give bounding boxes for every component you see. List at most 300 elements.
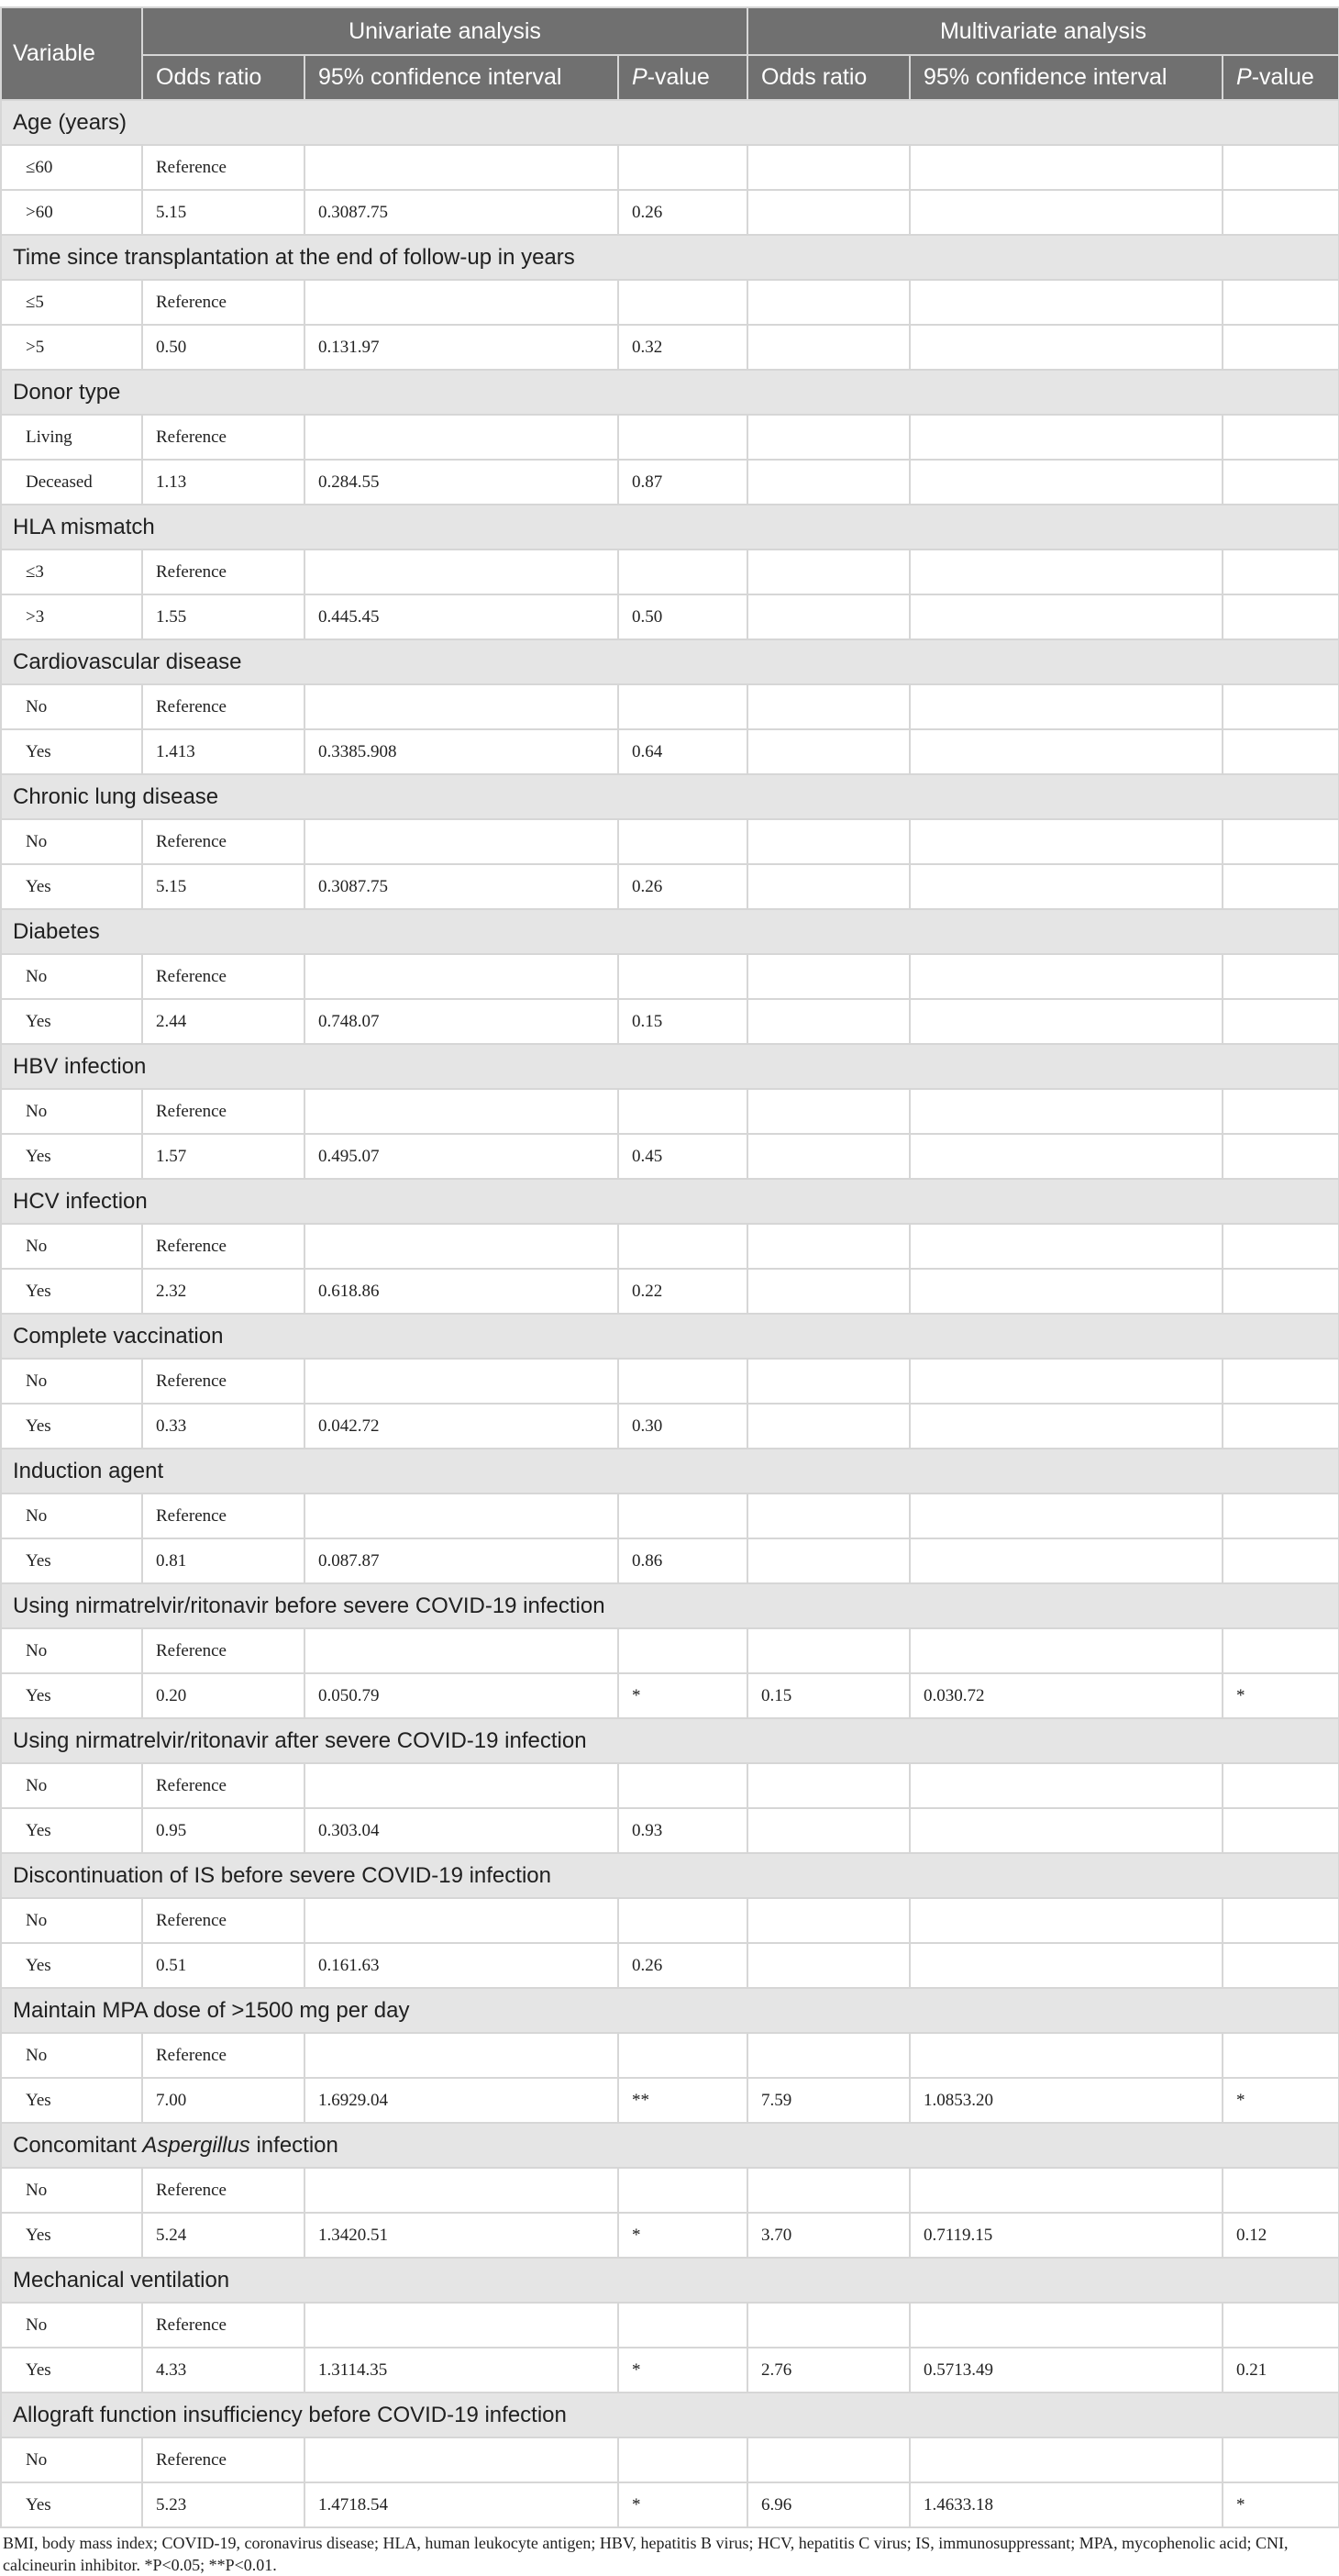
uni-ci-cell <box>304 1359 618 1404</box>
level-cell: ≤5 <box>1 280 142 325</box>
uni-ci-cell: 0.161.63 <box>304 1943 618 1988</box>
uni-ci-cell <box>304 684 618 729</box>
multi-odds-ratio-cell <box>747 1898 910 1943</box>
multi-ci-cell <box>910 190 1223 235</box>
multi-p-value-cell <box>1223 1269 1339 1314</box>
uni-ci-cell: 0.445.45 <box>304 594 618 639</box>
level-cell: >3 <box>1 594 142 639</box>
multi-ci-cell <box>910 280 1223 325</box>
multi-odds-ratio-cell <box>747 280 910 325</box>
multi-p-value-cell <box>1223 864 1339 909</box>
multi-ci-header: 95% confidence interval <box>910 55 1223 100</box>
uni-p-value-cell <box>618 1359 747 1404</box>
level-cell: Yes <box>1 2213 142 2258</box>
variable-section-row <box>1 1583 1339 1628</box>
uni-odds-ratio-cell: 5.15 <box>142 864 304 909</box>
level-cell: Yes <box>1 2348 142 2393</box>
uni-p-value-cell <box>618 2437 747 2482</box>
uni-odds-ratio-cell: Reference <box>142 1628 304 1673</box>
level-cell: No <box>1 1224 142 1269</box>
table-row <box>1 460 1339 505</box>
uni-odds-ratio-cell: Reference <box>142 1089 304 1134</box>
uni-odds-ratio-cell: Reference <box>142 2303 304 2348</box>
table-row <box>1 325 1339 370</box>
multi-odds-ratio-cell <box>747 2033 910 2078</box>
table-row <box>1 550 1339 594</box>
table-row <box>1 415 1339 460</box>
variable-section-row <box>1 100 1339 145</box>
uni-p-value-cell: 0.15 <box>618 999 747 1044</box>
p-suffix: -value <box>647 64 710 90</box>
level-cell: No <box>1 684 142 729</box>
multi-ci-cell <box>910 819 1223 864</box>
table-row <box>1 1089 1339 1134</box>
level-cell: Yes <box>1 1269 142 1314</box>
variable-label-text: Cardiovascular disease <box>13 649 242 674</box>
multi-ci-cell <box>910 1628 1223 1673</box>
level-cell: Yes <box>1 1808 142 1853</box>
multi-odds-ratio-cell <box>747 145 910 190</box>
multi-p-value-cell <box>1223 1898 1339 1943</box>
variable-section-row <box>1 1718 1339 1763</box>
uni-ci-cell: 0.284.55 <box>304 460 618 505</box>
multi-p-value-cell <box>1223 550 1339 594</box>
multivariate-header: Multivariate analysis <box>747 7 1339 55</box>
variable-label-text: Maintain MPA dose of >1500 mg per day <box>13 1997 410 2023</box>
uni-p-value-cell: * <box>618 1673 747 1718</box>
multi-p-value-cell <box>1223 1538 1339 1583</box>
table-row <box>1 2213 1339 2258</box>
uni-ci-cell <box>304 550 618 594</box>
table-row <box>1 1269 1339 1314</box>
multi-odds-ratio-cell <box>747 550 910 594</box>
multi-odds-ratio-cell <box>747 999 910 1044</box>
uni-ci-cell: 1.4718.54 <box>304 2482 618 2527</box>
variable-label <box>1 1583 1339 1628</box>
multi-odds-ratio-cell <box>747 864 910 909</box>
multi-ci-cell: 0.030.72 <box>910 1673 1223 1718</box>
multi-ci-cell <box>910 1359 1223 1404</box>
uni-odds-ratio-cell: Reference <box>142 2033 304 2078</box>
level-cell: Yes <box>1 1538 142 1583</box>
uni-p-value-cell <box>618 280 747 325</box>
multi-p-value-cell: 0.21 <box>1223 2348 1339 2393</box>
p-letter: P <box>1236 64 1252 90</box>
multi-odds-ratio-cell <box>747 1493 910 1538</box>
multi-p-value-cell <box>1223 460 1339 505</box>
uni-ci-cell: 0.748.07 <box>304 999 618 1044</box>
uni-p-value-cell: 0.26 <box>618 864 747 909</box>
uni-odds-ratio-cell: 5.15 <box>142 190 304 235</box>
variable-section-row <box>1 1449 1339 1493</box>
uni-ci-cell <box>304 1493 618 1538</box>
multi-p-value-cell <box>1223 145 1339 190</box>
variable-label <box>1 235 1339 280</box>
table-row <box>1 1943 1339 1988</box>
multi-odds-ratio-cell <box>747 1404 910 1449</box>
multi-ci-cell <box>910 2033 1223 2078</box>
variable-section-row <box>1 2258 1339 2303</box>
multi-p-value-cell <box>1223 2168 1339 2213</box>
multi-p-value-cell <box>1223 325 1339 370</box>
variable-label-text: Using nirmatrelvir/ritonavir after severe COVID-19 infection <box>13 1727 587 1753</box>
table-row <box>1 2437 1339 2482</box>
multi-ci-cell <box>910 415 1223 460</box>
variable-label-text: Age (years) <box>13 109 127 135</box>
variable-label-text: HCV infection <box>13 1188 148 1214</box>
variable-label <box>1 1044 1339 1089</box>
multi-p-value-cell <box>1223 1224 1339 1269</box>
level-cell: ≤3 <box>1 550 142 594</box>
multi-odds-ratio-cell: 2.76 <box>747 2348 910 2393</box>
variable-label-text: Time since transplantation at the end of follow-up in years <box>13 244 575 270</box>
uni-odds-ratio-cell: Reference <box>142 145 304 190</box>
level-cell: Yes <box>1 2482 142 2527</box>
variable-label-text: HBV infection <box>13 1053 147 1079</box>
variable-label <box>1 1314 1339 1359</box>
variable-section-row <box>1 235 1339 280</box>
multi-ci-cell <box>910 145 1223 190</box>
variable-label <box>1 1449 1339 1493</box>
uni-p-value-cell: 0.26 <box>618 1943 747 1988</box>
multi-p-value-cell <box>1223 2033 1339 2078</box>
level-cell: No <box>1 1493 142 1538</box>
variable-label <box>1 1988 1339 2033</box>
multi-ci-cell <box>910 1224 1223 1269</box>
table-header <box>1 7 1339 100</box>
multi-ci-cell <box>910 2168 1223 2213</box>
table-row <box>1 1134 1339 1179</box>
level-cell: ≤60 <box>1 145 142 190</box>
uni-p-value-header <box>618 55 747 100</box>
table-row <box>1 1628 1339 1673</box>
multi-p-value-cell <box>1223 1808 1339 1853</box>
level-cell: Deceased <box>1 460 142 505</box>
uni-p-value-cell <box>618 1763 747 1808</box>
uni-ci-cell <box>304 2033 618 2078</box>
uni-p-value-cell: * <box>618 2348 747 2393</box>
multi-p-value-cell <box>1223 1763 1339 1808</box>
footnote-line: BMI, body mass index; COVID-19, coronavirus disease; HLA, human leukocyte antigen; HBV, hepatitis B virus; HCV, hepatitis C virus; IS, immunosuppressant; MPA, mycophenolic acid; CNI, <box>3 2534 1289 2552</box>
uni-p-value-cell <box>618 415 747 460</box>
multi-p-value-cell: * <box>1223 2482 1339 2527</box>
uni-p-value-cell <box>618 819 747 864</box>
variable-section-row <box>1 909 1339 954</box>
multi-p-value-cell <box>1223 1134 1339 1179</box>
uni-p-value-cell: * <box>618 2482 747 2527</box>
uni-ci-cell: 0.131.97 <box>304 325 618 370</box>
variable-label <box>1 639 1339 684</box>
uni-odds-ratio-cell: Reference <box>142 1898 304 1943</box>
uni-p-value-cell: 0.32 <box>618 325 747 370</box>
uni-ci-cell: 0.618.86 <box>304 1269 618 1314</box>
uni-ci-cell <box>304 1224 618 1269</box>
multi-odds-ratio-cell: 0.15 <box>747 1673 910 1718</box>
variable-label-text: Discontinuation of IS before severe COVID-19 infection <box>13 1862 551 1888</box>
univariate-header: Univariate analysis <box>142 7 747 55</box>
multi-ci-cell <box>910 594 1223 639</box>
variable-section-row <box>1 1314 1339 1359</box>
uni-odds-ratio-cell: Reference <box>142 1224 304 1269</box>
multi-odds-ratio-cell: 6.96 <box>747 2482 910 2527</box>
uni-ci-cell <box>304 1898 618 1943</box>
uni-odds-ratio-cell: Reference <box>142 954 304 999</box>
variable-section-row <box>1 1179 1339 1224</box>
uni-ci-cell: 0.3087.75 <box>304 190 618 235</box>
variable-label-text: Diabetes <box>13 918 100 944</box>
level-cell: No <box>1 1089 142 1134</box>
variable-column-header: Variable <box>1 7 142 100</box>
multi-ci-cell <box>910 1269 1223 1314</box>
uni-p-value-cell: 0.86 <box>618 1538 747 1583</box>
multi-ci-cell <box>910 1808 1223 1853</box>
table-row <box>1 2078 1339 2123</box>
multi-odds-ratio-cell <box>747 1628 910 1673</box>
variable-label <box>1 774 1339 819</box>
multi-p-value-cell <box>1223 1493 1339 1538</box>
level-cell: No <box>1 1898 142 1943</box>
uni-p-value-cell <box>618 145 747 190</box>
header-row-groups <box>1 7 1339 55</box>
multi-odds-ratio-cell <box>747 2437 910 2482</box>
multi-ci-cell <box>910 550 1223 594</box>
multi-p-value-cell <box>1223 954 1339 999</box>
uni-odds-ratio-cell: 2.32 <box>142 1269 304 1314</box>
uni-p-value-cell <box>618 2168 747 2213</box>
table-row <box>1 999 1339 1044</box>
multi-odds-ratio-cell <box>747 729 910 774</box>
uni-ci-cell <box>304 415 618 460</box>
multi-p-value-cell <box>1223 1089 1339 1134</box>
multi-ci-cell <box>910 1898 1223 1943</box>
multi-odds-ratio-cell <box>747 1943 910 1988</box>
uni-p-value-cell: 0.30 <box>618 1404 747 1449</box>
uni-odds-ratio-cell: Reference <box>142 280 304 325</box>
uni-odds-ratio-cell: 5.23 <box>142 2482 304 2527</box>
uni-odds-ratio-cell: 5.24 <box>142 2213 304 2258</box>
uni-p-value-cell <box>618 2303 747 2348</box>
multi-odds-ratio-cell <box>747 1269 910 1314</box>
multi-odds-ratio-cell <box>747 594 910 639</box>
uni-ci-cell: 0.042.72 <box>304 1404 618 1449</box>
level-cell: Yes <box>1 729 142 774</box>
level-cell: No <box>1 1359 142 1404</box>
multi-odds-ratio-cell <box>747 684 910 729</box>
multi-p-value-cell: * <box>1223 2078 1339 2123</box>
level-cell: Yes <box>1 1134 142 1179</box>
uni-p-value-cell: 0.50 <box>618 594 747 639</box>
level-cell: Yes <box>1 864 142 909</box>
table-row <box>1 1493 1339 1538</box>
uni-odds-ratio-cell: Reference <box>142 1359 304 1404</box>
level-cell: No <box>1 2033 142 2078</box>
multi-odds-ratio-cell <box>747 819 910 864</box>
multi-odds-ratio-cell <box>747 2168 910 2213</box>
multi-p-value-cell <box>1223 594 1339 639</box>
uni-p-value-cell: 0.93 <box>618 1808 747 1853</box>
uni-ci-cell: 0.495.07 <box>304 1134 618 1179</box>
uni-p-value-cell <box>618 1628 747 1673</box>
multi-p-value-cell <box>1223 1943 1339 1988</box>
uni-odds-ratio-cell: 1.55 <box>142 594 304 639</box>
multi-odds-ratio-cell <box>747 1089 910 1134</box>
variable-label-text: Donor type <box>13 379 121 405</box>
table-row <box>1 1404 1339 1449</box>
level-cell: Yes <box>1 1673 142 1718</box>
variable-label <box>1 2258 1339 2303</box>
table-row <box>1 2168 1339 2213</box>
multi-odds-ratio-cell: 7.59 <box>747 2078 910 2123</box>
multi-p-value-cell <box>1223 190 1339 235</box>
variable-label <box>1 909 1339 954</box>
multi-p-value-cell <box>1223 819 1339 864</box>
table-row <box>1 2482 1339 2527</box>
uni-ci-cell <box>304 145 618 190</box>
table-row <box>1 684 1339 729</box>
uni-p-value-cell: * <box>618 2213 747 2258</box>
multi-ci-cell <box>910 864 1223 909</box>
variable-label-text: Allograft function insufficiency before COVID-19 infection <box>13 2402 567 2427</box>
p-letter: P <box>632 64 647 90</box>
multi-ci-cell: 0.7119.15 <box>910 2213 1223 2258</box>
uni-p-value-cell: 0.64 <box>618 729 747 774</box>
multi-odds-ratio-cell <box>747 190 910 235</box>
uni-odds-ratio-cell: 0.20 <box>142 1673 304 1718</box>
uni-odds-ratio-cell: Reference <box>142 1763 304 1808</box>
multi-ci-cell <box>910 2303 1223 2348</box>
variable-label-text: Induction agent <box>13 1458 164 1483</box>
variable-label-text: HLA mismatch <box>13 514 155 539</box>
variable-label-text: Concomitant <box>13 2132 143 2158</box>
multi-odds-ratio-header: Odds ratio <box>747 55 910 100</box>
uni-ci-cell: 1.6929.04 <box>304 2078 618 2123</box>
multi-ci-cell <box>910 1943 1223 1988</box>
table-row <box>1 1898 1339 1943</box>
uni-p-value-cell: ** <box>618 2078 747 2123</box>
multi-p-value-cell: * <box>1223 1673 1339 1718</box>
multi-ci-cell <box>910 729 1223 774</box>
variable-section-row <box>1 2393 1339 2437</box>
table-row <box>1 1538 1339 1583</box>
multi-ci-cell <box>910 2437 1223 2482</box>
uni-p-value-cell <box>618 550 747 594</box>
uni-p-value-cell: 0.22 <box>618 1269 747 1314</box>
multi-p-value-cell <box>1223 1359 1339 1404</box>
uni-ci-cell: 0.303.04 <box>304 1808 618 1853</box>
uni-odds-ratio-cell: 0.95 <box>142 1808 304 1853</box>
uni-odds-ratio-cell: Reference <box>142 684 304 729</box>
uni-odds-ratio-cell: 0.81 <box>142 1538 304 1583</box>
variable-section-row <box>1 2123 1339 2168</box>
variable-label <box>1 370 1339 415</box>
uni-odds-ratio-cell: Reference <box>142 550 304 594</box>
uni-ci-cell <box>304 2303 618 2348</box>
multi-odds-ratio-cell <box>747 460 910 505</box>
multi-ci-cell <box>910 1089 1223 1134</box>
multi-p-value-cell <box>1223 2303 1339 2348</box>
multi-ci-cell <box>910 325 1223 370</box>
uni-odds-ratio-cell: 1.413 <box>142 729 304 774</box>
multi-odds-ratio-cell <box>747 1808 910 1853</box>
level-cell: No <box>1 2168 142 2213</box>
variable-section-row <box>1 505 1339 550</box>
table-row <box>1 145 1339 190</box>
uni-odds-ratio-cell: 0.51 <box>142 1943 304 1988</box>
variable-section-row <box>1 1988 1339 2033</box>
uni-ci-cell <box>304 2168 618 2213</box>
table-row <box>1 1673 1339 1718</box>
table-row <box>1 1359 1339 1404</box>
variable-label-italic: Aspergillus <box>142 2132 250 2158</box>
uni-odds-ratio-cell: 2.44 <box>142 999 304 1044</box>
table-row <box>1 1763 1339 1808</box>
multi-odds-ratio-cell <box>747 325 910 370</box>
variable-section-row <box>1 639 1339 684</box>
uni-ci-cell <box>304 954 618 999</box>
variable-label-text: Using nirmatrelvir/ritonavir before severe COVID-19 infection <box>13 1593 605 1618</box>
variable-label <box>1 1853 1339 1898</box>
multi-p-value-header <box>1223 55 1339 100</box>
uni-p-value-cell <box>618 1898 747 1943</box>
multi-p-value-cell <box>1223 415 1339 460</box>
uni-ci-cell: 0.087.87 <box>304 1538 618 1583</box>
variable-section-row <box>1 1044 1339 1089</box>
multi-ci-cell <box>910 999 1223 1044</box>
multi-odds-ratio-cell <box>747 1538 910 1583</box>
uni-p-value-cell <box>618 1224 747 1269</box>
multi-p-value-cell <box>1223 2437 1339 2482</box>
uni-ci-cell <box>304 2437 618 2482</box>
multi-odds-ratio-cell <box>747 415 910 460</box>
uni-odds-ratio-cell: 1.57 <box>142 1134 304 1179</box>
variable-label <box>1 100 1339 145</box>
table-row <box>1 2033 1339 2078</box>
multi-odds-ratio-cell <box>747 954 910 999</box>
multi-p-value-cell <box>1223 1628 1339 1673</box>
uni-p-value-cell <box>618 684 747 729</box>
variable-section-row <box>1 370 1339 415</box>
level-cell: No <box>1 1628 142 1673</box>
variable-section-row <box>1 774 1339 819</box>
level-cell: Living <box>1 415 142 460</box>
level-cell: Yes <box>1 1404 142 1449</box>
uni-p-value-cell: 0.26 <box>618 190 747 235</box>
level-cell: No <box>1 819 142 864</box>
uni-odds-ratio-cell: 7.00 <box>142 2078 304 2123</box>
table-body <box>1 100 1339 2527</box>
multi-ci-cell: 1.0853.20 <box>910 2078 1223 2123</box>
variable-label <box>1 1179 1339 1224</box>
multi-odds-ratio-cell <box>747 1763 910 1808</box>
multi-ci-cell: 1.4633.18 <box>910 2482 1223 2527</box>
uni-ci-cell: 0.050.79 <box>304 1673 618 1718</box>
multi-ci-cell: 0.5713.49 <box>910 2348 1223 2393</box>
uni-ci-cell: 1.3420.51 <box>304 2213 618 2258</box>
table-row <box>1 2348 1339 2393</box>
table-row <box>1 1808 1339 1853</box>
multi-ci-cell <box>910 1538 1223 1583</box>
variable-label <box>1 505 1339 550</box>
table-row <box>1 729 1339 774</box>
p-suffix: -value <box>1251 64 1314 90</box>
uni-ci-header: 95% confidence interval <box>304 55 618 100</box>
uni-odds-ratio-header: Odds ratio <box>142 55 304 100</box>
variable-label-text: Complete vaccination <box>13 1323 224 1349</box>
table-row <box>1 954 1339 999</box>
multi-ci-cell <box>910 954 1223 999</box>
multi-odds-ratio-cell: 3.70 <box>747 2213 910 2258</box>
multi-p-value-cell <box>1223 1404 1339 1449</box>
